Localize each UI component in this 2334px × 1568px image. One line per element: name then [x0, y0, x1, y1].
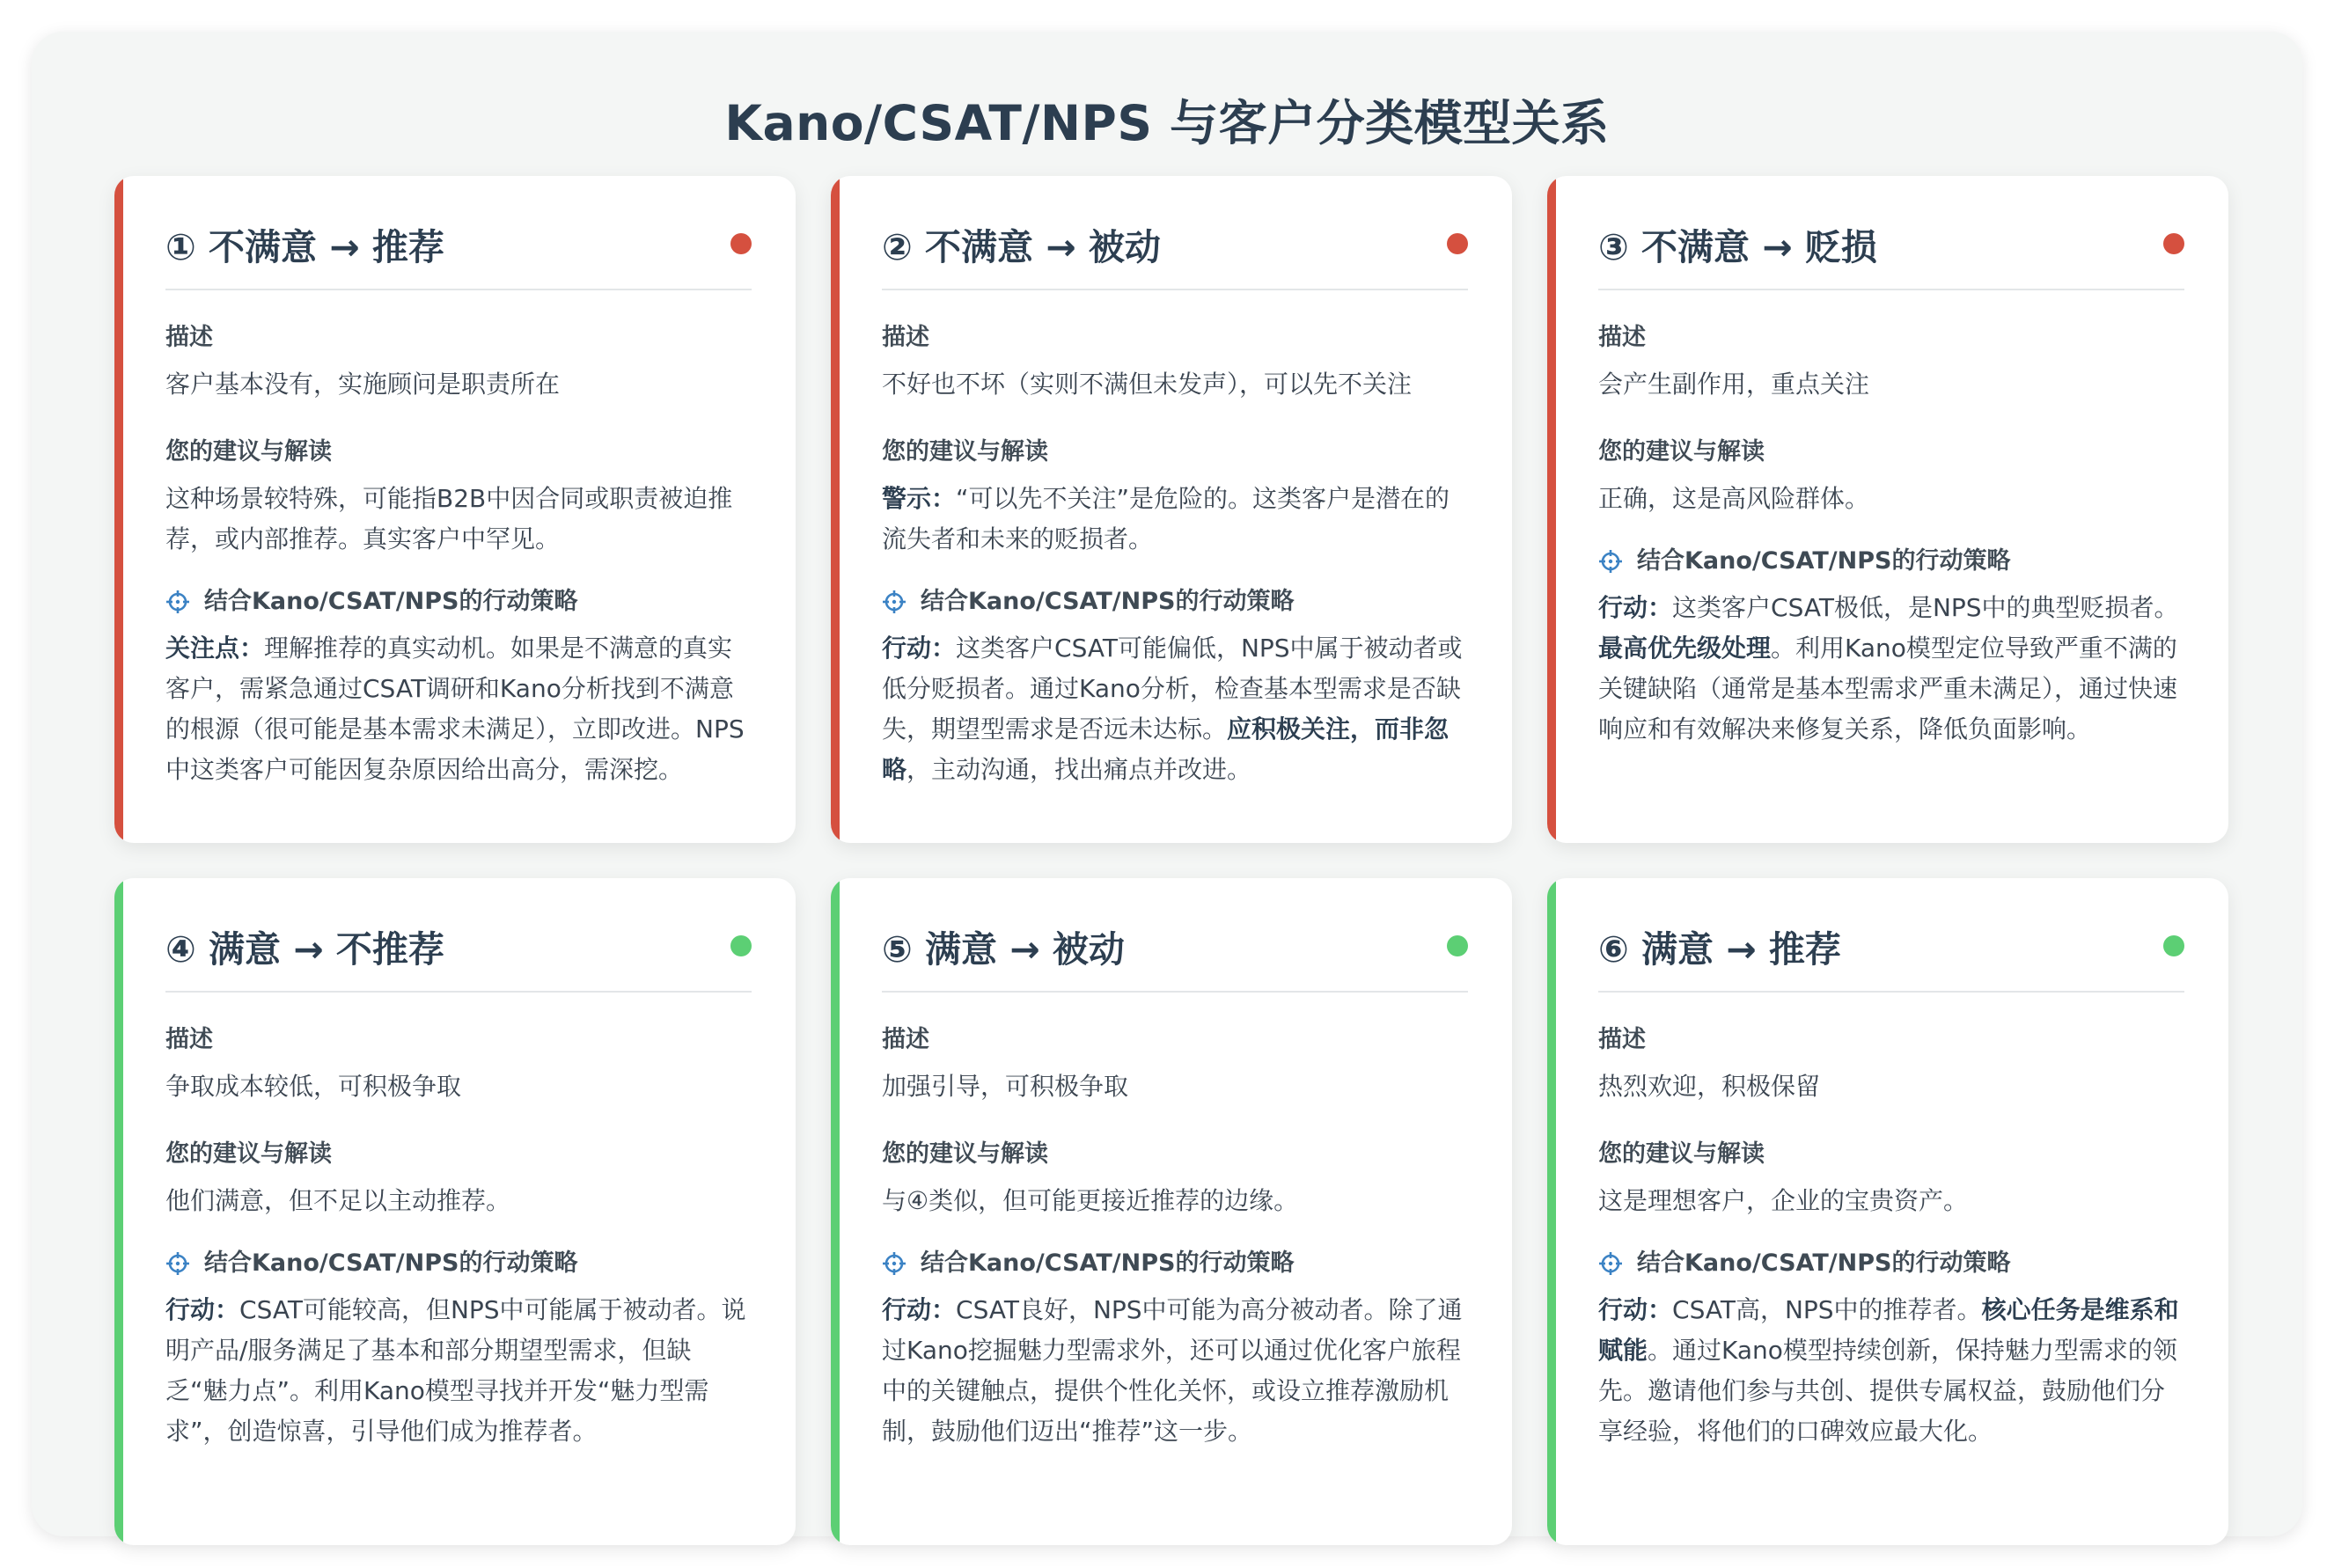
body-text: 这类客户CSAT可能偏低，NPS中属于被动者或低分贬损者。通过Kano分析，检查基本型需求是否缺失，期望型需求是否远未达标。 [882, 634, 1463, 744]
strategy-label [882, 1248, 1468, 1279]
emphasis-text: 行动： [1598, 1295, 1673, 1324]
body-text: CSAT可能较高，但NPS中可能属于被动者。说明产品/服务满足了基本和部分期望型需求，但缺乏“魅力点”。利用Kano模型寻找并开发“魅力型需求”，创造惊喜，引导他们成为推荐者。 [165, 1295, 746, 1446]
card-content [882, 176, 1468, 790]
emphasis-text: 关注点： [165, 634, 265, 663]
strategy-text [165, 628, 752, 790]
strategy-label-text: 结合Kano/CSAT/NPS的行动策略 [204, 1249, 578, 1277]
main-panel [32, 32, 2302, 1536]
advice-label: 您的建议与解读 [1598, 438, 1765, 465]
strategy-label [165, 586, 752, 618]
status-dot [1447, 233, 1468, 254]
emphasis-text: 最高优先级处理 [1598, 634, 1772, 663]
card-header [1598, 176, 2184, 290]
crosshair-icon [882, 1251, 906, 1276]
emphasis-text: 行动： [165, 1295, 240, 1324]
card-accent-bar [1547, 176, 1556, 843]
category-card-4 [114, 878, 796, 1545]
emphasis-text: 行动： [882, 634, 957, 663]
strategy-text [165, 1290, 752, 1452]
description-label: 描述 [165, 324, 213, 351]
body-text: CSAT高，NPS中的推荐者。 [1672, 1295, 1982, 1324]
card-title: ③ 不满意 → 贬损 [1598, 226, 1877, 268]
strategy-label [1598, 546, 2184, 577]
advice-label: 您的建议与解读 [882, 1140, 1048, 1168]
card-header [165, 176, 752, 290]
strategy-text [1598, 1290, 2184, 1452]
category-card-2 [831, 176, 1512, 843]
description-text: 不好也不坏（实则不满但未发声），可以先不关注 [882, 370, 1413, 399]
page-title: Kano/CSAT/NPS 与客户分类模型关系 [724, 95, 1610, 151]
card-title: ⑥ 满意 → 推荐 [1598, 928, 1841, 971]
status-dot [2163, 233, 2184, 254]
advice-text: 这是理想客户，企业的宝贵资产。 [1598, 1186, 1969, 1215]
strategy-label [882, 586, 1468, 618]
description-label: 描述 [882, 324, 929, 351]
card-header [1598, 878, 2184, 993]
crosshair-icon [165, 590, 190, 614]
description-label: 描述 [1598, 324, 1646, 351]
category-card-3 [1547, 176, 2228, 843]
advice-text [882, 479, 1468, 560]
strategy-label-text: 结合Kano/CSAT/NPS的行动策略 [204, 588, 578, 615]
card-title: ① 不满意 → 推荐 [165, 226, 444, 268]
advice-label: 您的建议与解读 [165, 1140, 332, 1168]
card-accent-bar [114, 176, 123, 843]
card-header [882, 176, 1468, 290]
body-text: ，主动沟通，找出痛点并改进。 [906, 755, 1252, 784]
description-text: 争取成本较低，可积极争取 [165, 1072, 462, 1101]
body-text: 理解推荐的真实动机。如果是不满意的真实客户，需紧急通过CSAT调研和Kano分析找到不满意的根源（很可能是基本需求未满足），立即改进。NPS中这类客户可能因复杂原因给出高分，需深挖。 [165, 634, 745, 784]
crosshair-icon [1598, 549, 1623, 574]
strategy-label-text: 结合Kano/CSAT/NPS的行动策略 [1637, 1249, 2011, 1277]
status-dot [730, 233, 752, 254]
body-text: 。通过Kano模型持续创新，保持魅力型需求的领先。邀请他们参与共创、提供专属权益，鼓励他们分享经验，将他们的口碑效应最大化。 [1598, 1336, 2177, 1446]
crosshair-icon [1598, 1251, 1623, 1276]
status-dot [2163, 935, 2184, 956]
card-accent-bar [831, 176, 840, 843]
card-title: ② 不满意 → 被动 [882, 226, 1161, 268]
emphasis-text: 核心任务是维系和赋能 [1598, 1295, 2179, 1365]
card-content [882, 878, 1468, 1452]
category-card-6 [1547, 878, 2228, 1545]
status-dot [730, 935, 752, 956]
category-card-5 [831, 878, 1512, 1545]
description-label: 描述 [1598, 1026, 1646, 1053]
crosshair-icon [165, 1251, 190, 1276]
description-text: 加强引导，可积极争取 [882, 1072, 1129, 1101]
card-title: ④ 满意 → 不推荐 [165, 928, 444, 971]
emphasis-text: 应积极关注，而非忽略 [882, 714, 1450, 784]
strategy-label-text: 结合Kano/CSAT/NPS的行动策略 [921, 588, 1295, 615]
emphasis-text: 警示： [882, 484, 957, 513]
card-content [1598, 176, 2184, 750]
description-text: 客户基本没有，实施顾问是职责所在 [165, 370, 561, 399]
description-text: 热烈欢迎，积极保留 [1598, 1072, 1821, 1101]
card-title: ⑤ 满意 → 被动 [882, 928, 1125, 971]
card-header [165, 878, 752, 993]
strategy-label [1598, 1248, 2184, 1279]
card-accent-bar [114, 878, 123, 1545]
status-dot [1447, 935, 1468, 956]
strategy-text [882, 628, 1468, 790]
advice-label: 您的建议与解读 [1598, 1140, 1765, 1168]
card-accent-bar [831, 878, 840, 1545]
card-content [165, 878, 752, 1452]
body-text: 。利用Kano模型定位导致严重不满的关键缺陷（通常是基本型需求严重未满足），通过快速响应和有效解决来修复关系，降低负面影响。 [1598, 634, 2178, 744]
strategy-text [882, 1290, 1468, 1452]
crosshair-icon [882, 590, 906, 614]
body-text: “可以先不关注”是危险的。这类客户是潜在的流失者和未来的贬损者。 [882, 484, 1450, 553]
strategy-label-text: 结合Kano/CSAT/NPS的行动策略 [1637, 547, 2011, 575]
card-accent-bar [1547, 878, 1556, 1545]
card-content [1598, 878, 2184, 1452]
description-text: 会产生副作用，重点关注 [1598, 370, 1870, 399]
card-content [165, 176, 752, 790]
advice-label: 您的建议与解读 [165, 438, 332, 465]
advice-text: 他们满意，但不足以主动推荐。 [165, 1186, 511, 1215]
body-text: CSAT良好，NPS中可能为高分被动者。除了通过Kano挖掘魅力型需求外，还可以通过优化客户旅程中的关键触点，提供个性化关怀，或设立推荐激励机制，鼓励他们迈出“推荐”这一步。 [882, 1295, 1463, 1446]
strategy-label [165, 1248, 752, 1279]
strategy-label-text: 结合Kano/CSAT/NPS的行动策略 [921, 1249, 1295, 1277]
category-card-1 [114, 176, 796, 843]
advice-text: 与④类似，但可能更接近推荐的边缘。 [882, 1186, 1299, 1215]
card-header [882, 878, 1468, 993]
advice-text: 这种场景较特殊，可能指B2B中因合同或职责被迫推荐，或内部推荐。真实客户中罕见。 [165, 484, 733, 553]
description-label: 描述 [165, 1026, 213, 1053]
emphasis-text: 行动： [1598, 593, 1673, 622]
advice-label: 您的建议与解读 [882, 438, 1048, 465]
emphasis-text: 行动： [882, 1295, 957, 1324]
strategy-text [1598, 588, 2184, 750]
advice-text: 正确，这是高风险群体。 [1598, 484, 1870, 513]
body-text: 这类客户CSAT极低，是NPS中的典型贬损者。 [1672, 593, 2179, 622]
description-label: 描述 [882, 1026, 929, 1053]
